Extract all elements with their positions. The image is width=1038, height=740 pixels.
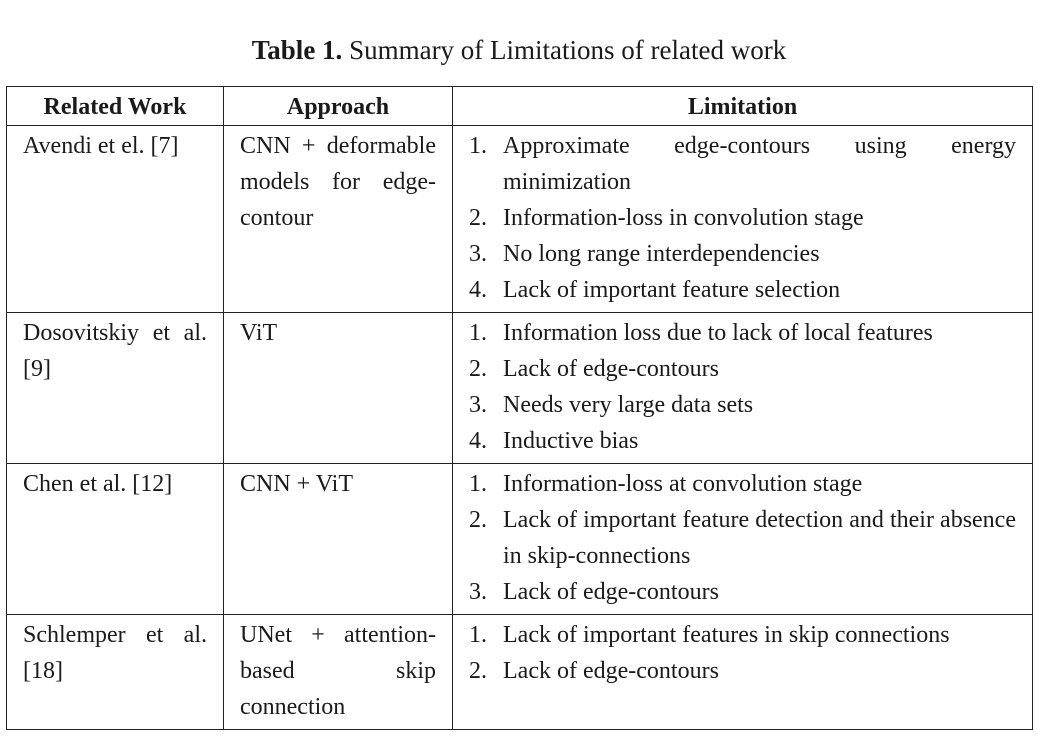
limitation-cell xyxy=(453,313,1033,464)
limitation-list xyxy=(469,128,1016,308)
limitation-item xyxy=(469,653,1016,689)
header-related-work: Related Work xyxy=(7,87,224,126)
header-approach: Approach xyxy=(224,87,453,126)
approach-cell: UNet + attention-based skip connection xyxy=(224,615,453,730)
related-work-cell: Chen et al. [12] xyxy=(7,464,224,615)
approach-cell: ViT xyxy=(224,313,453,464)
item-text: Lack of important features in skip connections xyxy=(503,622,950,648)
limitation-item xyxy=(469,502,1016,574)
item-text: Lack of important feature detection and their absence in skip-connections xyxy=(503,507,1016,569)
item-number: 3. xyxy=(469,579,487,605)
item-text: Information-loss at convolution stage xyxy=(503,471,863,497)
item-text: Lack of important feature selection xyxy=(503,277,841,303)
limitation-cell xyxy=(453,464,1033,615)
table-caption xyxy=(0,32,1038,68)
approach-cell: CNN + deformable models for edge-contour xyxy=(224,126,453,313)
approach-cell: CNN + ViT xyxy=(224,464,453,615)
item-number: 1. xyxy=(469,622,487,648)
header-row xyxy=(7,87,1033,126)
item-text: Lack of edge-contours xyxy=(503,356,719,382)
limitation-list xyxy=(469,315,1016,459)
limitation-cell xyxy=(453,126,1033,313)
item-number: 3. xyxy=(469,241,487,267)
item-number: 2. xyxy=(469,356,487,382)
limitation-item xyxy=(469,200,1016,236)
item-number: 1. xyxy=(469,471,487,497)
item-text: Inductive bias xyxy=(503,428,639,454)
item-text: Lack of edge-contours xyxy=(503,658,719,684)
table-row xyxy=(7,615,1033,730)
limitation-item xyxy=(469,315,1016,351)
limitation-item xyxy=(469,387,1016,423)
limitation-item xyxy=(469,128,1016,200)
item-text: Approximate edge-contours using energy minimization xyxy=(503,133,1016,195)
table-row xyxy=(7,313,1033,464)
limitation-item xyxy=(469,466,1016,502)
limitation-list xyxy=(469,617,1016,689)
related-work-cell: Avendi et el. [7] xyxy=(7,126,224,313)
item-number: 2. xyxy=(469,658,487,684)
item-number: 3. xyxy=(469,392,487,418)
caption-label: Table 1. xyxy=(251,35,343,65)
item-number: 1. xyxy=(469,133,487,159)
related-work-cell: Dosovitskiy et al. [9] xyxy=(7,313,224,464)
limitation-item xyxy=(469,272,1016,308)
item-number: 4. xyxy=(469,428,487,454)
limitation-item xyxy=(469,617,1016,653)
item-text: Needs very large data sets xyxy=(503,392,754,418)
limitation-list xyxy=(469,466,1016,610)
item-text: Lack of edge-contours xyxy=(503,579,719,605)
table-row xyxy=(7,464,1033,615)
item-number: 2. xyxy=(469,205,487,231)
item-number: 4. xyxy=(469,277,487,303)
related-work-cell: Schlemper et al. [18] xyxy=(7,615,224,730)
item-text: Information loss due to lack of local features xyxy=(503,320,933,346)
limitation-item xyxy=(469,423,1016,459)
item-text: Information-loss in convolution stage xyxy=(503,205,864,231)
item-text: No long range interdependencies xyxy=(503,241,820,267)
limitation-item xyxy=(469,351,1016,387)
table-row xyxy=(7,126,1033,313)
limitation-item xyxy=(469,574,1016,610)
item-number: 2. xyxy=(469,507,487,533)
caption-text: Summary of Limitations of related work xyxy=(349,35,787,65)
limitations-table xyxy=(6,86,1033,730)
limitation-cell xyxy=(453,615,1033,730)
header-limitation: Limitation xyxy=(453,87,1033,126)
item-number: 1. xyxy=(469,320,487,346)
limitation-item xyxy=(469,236,1016,272)
